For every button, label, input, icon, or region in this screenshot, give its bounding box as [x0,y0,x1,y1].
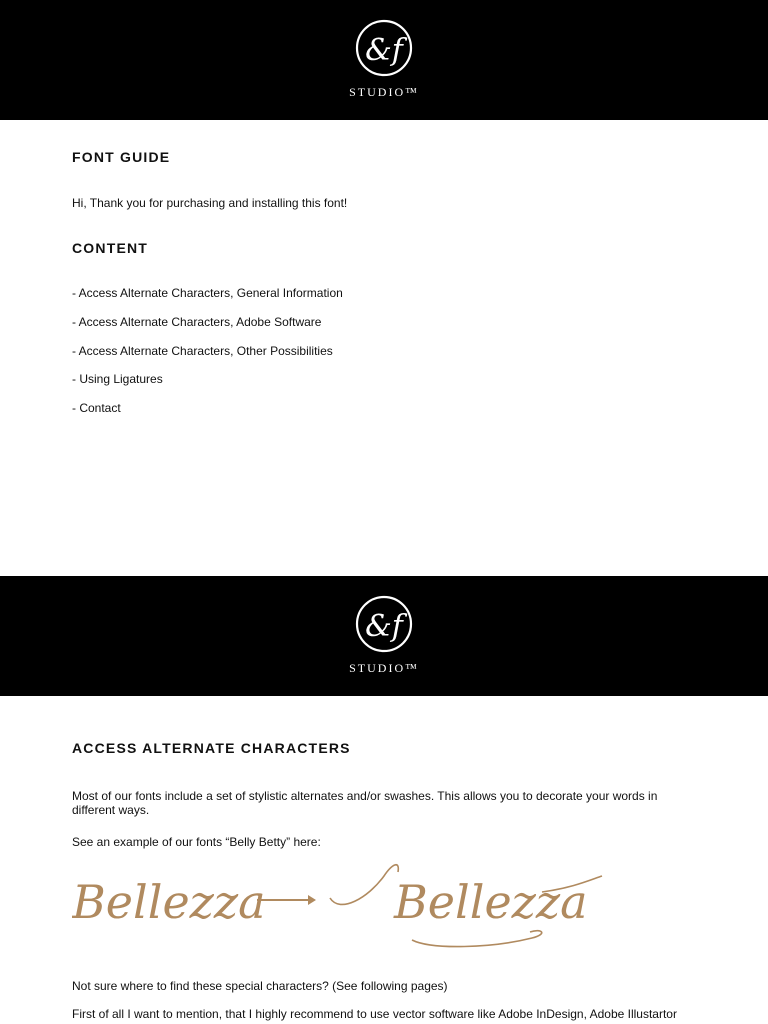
logo-monogram: &f [365,609,403,644]
toc-item: - Access Alternate Characters, General Information [72,286,343,300]
swash-lead-icon [330,865,398,905]
content-heading: CONTENT [72,240,149,256]
sample-word-plain: Bellezza [72,875,266,929]
toc-item: - Using Ligatures [72,372,163,387]
logo-monogram: &f [365,33,403,68]
toc-item: - Contact [72,401,121,416]
studio-logo [344,594,424,678]
alternates-paragraph: Most of our fonts include a set of stylistic alternates and/or swashes. This allows you to decorate your words in different ways. [72,789,658,817]
intro-text: Hi, Thank you for purchasing and installing this font! [72,196,348,210]
studio-logo [344,18,424,102]
vector-software-paragraph: First of all I want to mention, that I highly recommend to use vector software like Adobe InDesign, Adobe Illustartor [72,1007,677,1021]
header-band-page-2 [0,576,768,696]
header-band [0,0,768,120]
logo-wordmark: STUDIO™ [349,661,419,675]
example-intro: See an example of our fonts “Belly Betty” here: [72,835,321,849]
font-sample-illustration [72,852,612,964]
arrow-right-icon [257,895,316,905]
table-of-contents [72,286,343,430]
sample-word-swash: Bellezza [394,875,588,929]
toc-item: - Access Alternate Characters, Other Possibilities [72,343,333,358]
section-heading: ACCESS ALTERNATE CHARACTERS [72,740,351,756]
swash-underline-icon [412,931,542,947]
page-title: FONT GUIDE [72,149,171,165]
special-characters-note: Not sure where to find these special characters? (See following pages) [72,979,448,993]
toc-item: - Access Alternate Characters, Adobe Software [72,314,322,329]
logo-wordmark: STUDIO™ [349,85,419,99]
